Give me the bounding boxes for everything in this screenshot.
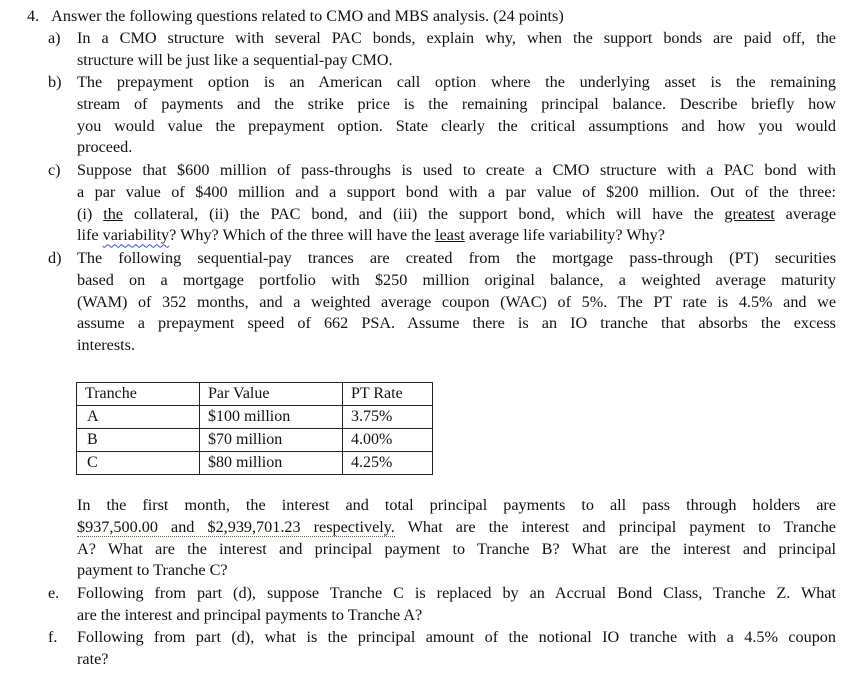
cell-tranche: C [77, 452, 200, 475]
part-b-line: stream of payments and the strike price is the remaining principal balance. Describe briefly how [77, 94, 836, 113]
cell-pt-rate: 4.00% [343, 429, 433, 452]
part-b-label: b) [48, 73, 62, 91]
text-run: collateral, (ii) the PAC bond, and (iii) the support bond, which will have the [122, 204, 725, 223]
part-d-line: assume a prepayment speed of 662 PSA. Assume there is an IO tranche that absorbs the excess [77, 314, 836, 333]
part-c-text [77, 160, 836, 247]
text-run: average [774, 204, 836, 223]
part-d-line: interests. [77, 336, 135, 355]
cell-par-value: $100 million [200, 406, 343, 429]
part-d-followup-line: payment to Tranche C? [77, 561, 228, 580]
table-header-row [77, 383, 433, 406]
question-title: Answer the following questions related to CMO and MBS analysis. (24 points) [51, 7, 564, 25]
part-a-label: a) [48, 29, 61, 47]
part-c-label: c) [48, 161, 61, 179]
part-f-text [77, 627, 836, 671]
part-c [48, 160, 836, 247]
part-d-label: d) [48, 249, 62, 267]
part-c-line: Suppose that $600 million of pass-throughs is used to create a CMO structure with a PAC bond with [77, 161, 836, 179]
part-f [48, 627, 836, 671]
cell-par-value: $70 million [200, 429, 343, 452]
text-run: life [77, 226, 103, 245]
underlined-greatest: greatest [724, 204, 775, 223]
part-d-followup [77, 495, 836, 582]
part-f-line: Following from part (d), what is the principal amount of the notional IO tranche with a 4.5% coupon [77, 628, 836, 646]
part-b-line: proceed. [77, 138, 133, 157]
part-c-line [77, 204, 836, 226]
part-a-line: In a CMO structure with several PAC bonds, explain why, when the support bonds are paid off, the [77, 29, 836, 47]
cell-tranche: B [77, 429, 200, 452]
part-e-label: e. [48, 584, 60, 602]
col-header-par-value: Par Value [200, 383, 343, 406]
part-e-text [77, 583, 836, 627]
text-run: ? Why? Which of the three will have the [169, 226, 436, 245]
cell-pt-rate: 4.25% [343, 452, 433, 475]
part-e-line: are the interest and principal payments to Tranche A? [77, 605, 423, 624]
part-d-followup-line [77, 517, 836, 539]
part-d-followup-line: In the first month, the interest and total principal payments to all pass through holders are [77, 496, 836, 514]
part-d-line: (WAM) of 352 months, and a weighted average coupon (WAC) of 5%. The PT rate is 4.5% and we [77, 292, 836, 311]
table-row [77, 452, 433, 475]
part-b-text [77, 72, 836, 159]
underlined-the: the [103, 204, 123, 223]
part-f-label: f. [48, 628, 58, 646]
cell-pt-rate: 3.75% [343, 406, 433, 429]
text-run: (i) [77, 204, 104, 223]
underlined-least: least [435, 226, 465, 245]
part-b-line: The prepayment option is an American call option where the underlying asset is the remaining [77, 73, 836, 91]
cell-par-value: $80 million [200, 452, 343, 475]
text-run: What are the interest and principal payment to Tranche [394, 517, 836, 536]
part-b [48, 72, 836, 159]
text-run: average life variability? Why? [464, 226, 665, 245]
part-c-line [77, 225, 836, 247]
part-e-line: Following from part (d), suppose Tranche C is replaced by an Accrual Bond Class, Tranche Z. What [77, 584, 836, 602]
part-a-line: structure will be just like a sequential-pay CMO. [77, 50, 393, 69]
part-c-line: a par value of $400 million and a support bond with a par value of $200 million. Out of the three: [77, 182, 836, 201]
cell-tranche: A [77, 406, 200, 429]
spellcheck-variability: variability [102, 226, 170, 245]
grammar-underline-payments: $937,500.00 and $2,939,701.23 respectively. [77, 517, 395, 536]
part-b-line: you would value the prepayment option. State clearly the critical assumptions and how you would [77, 116, 836, 135]
question-heading [27, 6, 564, 28]
part-a [48, 28, 836, 72]
col-header-pt-rate: PT Rate [343, 383, 433, 406]
col-header-tranche: Tranche [77, 383, 200, 406]
table-row [77, 429, 433, 452]
part-a-text [77, 28, 836, 72]
part-d-line: The following sequential-pay trances are created from the mortgage pass-through (PT) securities [77, 249, 836, 267]
table-row [77, 406, 433, 429]
part-d [48, 248, 836, 357]
part-e [48, 583, 836, 627]
question-number: 4. [27, 7, 40, 25]
part-f-line: rate? [77, 649, 109, 668]
part-d-line: based on a mortgage portfolio with $250 million original balance, a weighted average maturity [77, 270, 836, 289]
part-d-followup-line: A? What are the interest and principal payment to Tranche B? What are the interest and principal [77, 539, 836, 558]
tranche-table [76, 382, 433, 475]
part-d-text [77, 248, 836, 357]
